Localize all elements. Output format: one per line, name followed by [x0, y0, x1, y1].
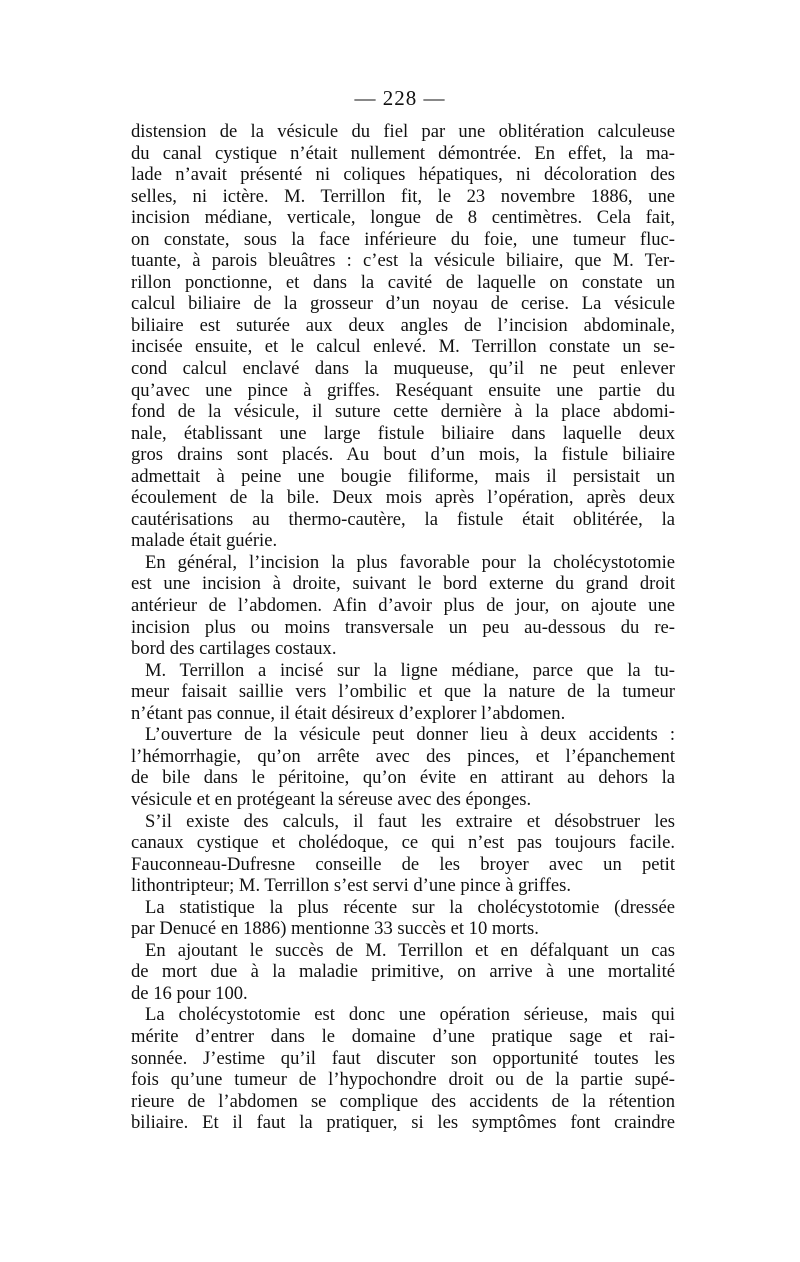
text-line: mérite d’entrer dans le domaine d’une pratique sage et rai-: [131, 1025, 675, 1047]
text-line: sonnée. J’estime qu’il faut discuter son opportunité toutes les: [131, 1047, 675, 1069]
text-line: calcul biliaire de la grosseur d’un noyau de cerise. La vésicule: [131, 293, 675, 315]
text-line: Fauconneau-Dufresne conseille de les broyer avec un petit: [131, 853, 675, 875]
text-line: fois qu’une tumeur de l’hypochondre droit ou de la partie supé-: [131, 1069, 675, 1091]
text-line: cautérisations au thermo-cautère, la fistule était oblitérée, la: [131, 508, 675, 530]
text-line: vésicule et en protégeant la séreuse avec des éponges.: [131, 788, 532, 810]
text-line: meur faisait saillie vers l’ombilic et que la nature de la tumeur: [131, 681, 675, 703]
text-line: antérieur de l’abdomen. Afin d’avoir plus de jour, on ajoute une: [131, 595, 675, 617]
text-line: on constate, sous la face inférieure du foie, une tumeur fluc-: [131, 228, 675, 250]
text-line: nale, établissant une large fistule biliaire dans laquelle deux: [131, 422, 675, 444]
text-line: n’étant pas connue, il était désireux d’explorer l’abdomen.: [131, 702, 566, 724]
text-line: lade n’avait présenté ni coliques hépatiques, ni décoloration des: [131, 164, 675, 186]
text-line: M. Terrillon a incisé sur la ligne médiane, parce que la tu-: [145, 659, 675, 681]
text-line: est une incision à droite, suivant le bord externe du grand droit: [131, 573, 675, 595]
text-line: de mort due à la maladie primitive, on arrive à une mortalité: [131, 961, 675, 983]
text-line: lithontripteur; M. Terrillon s’est servi d’une pince à griffes.: [131, 875, 572, 897]
text-line: incision plus ou moins transversale un peu au-dessous du re-: [131, 616, 675, 638]
text-line: qu’avec une pince à griffes. Reséquant ensuite une partie du: [131, 379, 675, 401]
text-line: En ajoutant le succès de M. Terrillon et en défalquant un cas: [145, 939, 675, 961]
text-line: du canal cystique n’était nullement démontrée. En effet, la ma-: [131, 142, 675, 164]
text-line: distension de la vésicule du fiel par une oblitération calculeuse: [131, 121, 675, 142]
text-line: gros drains sont placés. Au bout d’un mois, la fistule biliaire: [131, 444, 675, 466]
text-line: cond calcul enclavé dans la muqueuse, qu’il ne peut enlever: [131, 358, 675, 380]
text-line: incisée ensuite, et le calcul enlevé. M. Terrillon constate un se-: [131, 336, 675, 358]
text-line: rillon ponctionne, et dans la cavité de laquelle on constate un: [131, 271, 675, 293]
body-text: [131, 121, 675, 1134]
text-line: tuante, à parois bleuâtres : c’est la vésicule biliaire, que M. Ter-: [131, 250, 675, 272]
text-line: bord des cartilages costaux.: [131, 638, 337, 660]
text-line: de bile dans le péritoine, qu’on évite en attirant au dehors la: [131, 767, 675, 789]
text-line: canaux cystique et cholédoque, ce qui n’est pas toujours facile.: [131, 832, 675, 854]
text-line: l’hémorrhagie, qu’on arrête avec des pinces, et l’épanchement: [131, 745, 675, 767]
text-line: incision médiane, verticale, longue de 8 centimètres. Cela fait,: [131, 207, 675, 229]
text-line: En général, l’incision la plus favorable pour la cholécystotomie: [145, 551, 675, 573]
text-line: par Denucé en 1886) mentionne 33 succès et 10 morts.: [131, 918, 539, 940]
text-line: L’ouverture de la vésicule peut donner lieu à deux accidents :: [145, 724, 675, 746]
text-line: de 16 pour 100.: [131, 982, 248, 1004]
text-line: admettait à peine une bougie filiforme, mais il persistait un: [131, 465, 675, 487]
text-line: malade était guérie.: [131, 530, 278, 552]
page-number: — 228 —: [354, 86, 446, 110]
text-line: biliaire est suturée aux deux angles de l’incision abdominale,: [131, 314, 675, 336]
text-line: S’il existe des calculs, il faut les extraire et désobstruer les: [145, 810, 675, 832]
text-line: biliaire. Et il faut la pratiquer, si les symptômes font craindre: [131, 1112, 675, 1134]
text-line: fond de la vésicule, il suture cette dernière à la place abdomi-: [131, 401, 675, 423]
text-line: rieure de l’abdomen se complique des accidents de la rétention: [131, 1090, 675, 1112]
text-line: La cholécystotomie est donc une opération sérieuse, mais qui: [145, 1004, 675, 1026]
text-line: écoulement de la bile. Deux mois après l’opération, après deux: [131, 487, 675, 509]
text-line: La statistique la plus récente sur la cholécystotomie (dressée: [145, 896, 675, 918]
text-line: selles, ni ictère. M. Terrillon fit, le 23 novembre 1886, une: [131, 185, 675, 207]
